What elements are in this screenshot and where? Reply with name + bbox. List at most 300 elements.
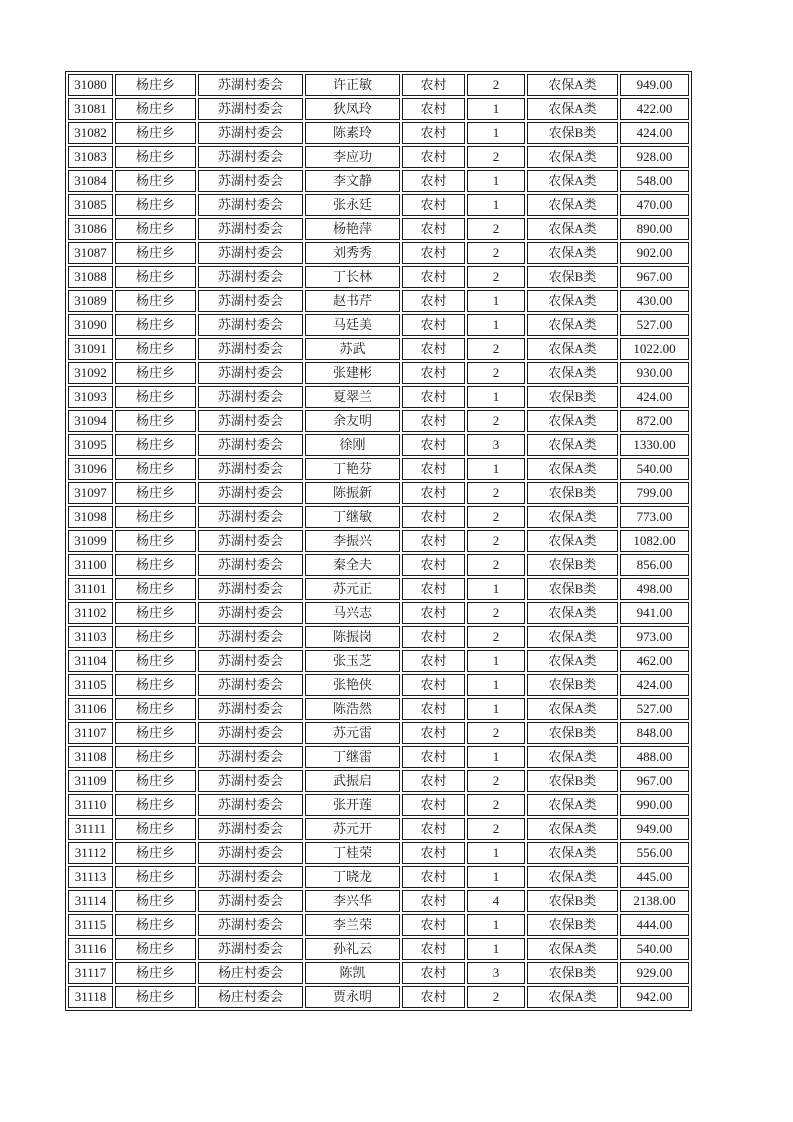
- cell-village: 苏湖村委会: [198, 626, 303, 648]
- cell-household-type: 农村: [402, 770, 465, 792]
- cell-household-type: 农村: [402, 698, 465, 720]
- cell-village: 苏湖村委会: [198, 314, 303, 336]
- cell-household-type: 农村: [402, 962, 465, 984]
- cell-household-type: 农村: [402, 338, 465, 360]
- cell-person-count: 2: [467, 770, 525, 792]
- cell-household-type: 农村: [402, 602, 465, 624]
- table-body: [68, 74, 689, 1008]
- table-row: [68, 554, 689, 576]
- cell-insurance-category: 农保A类: [527, 338, 618, 360]
- cell-insurance-category: 农保A类: [527, 842, 618, 864]
- cell-township: 杨庄乡: [115, 914, 196, 936]
- cell-person-count: 1: [467, 842, 525, 864]
- table-row: [68, 626, 689, 648]
- cell-amount: 527.00: [620, 314, 689, 336]
- cell-person-count: 1: [467, 746, 525, 768]
- cell-township: 杨庄乡: [115, 842, 196, 864]
- table-row: [68, 194, 689, 216]
- cell-household-type: 农村: [402, 506, 465, 528]
- cell-township: 杨庄乡: [115, 674, 196, 696]
- table-row: [68, 650, 689, 672]
- cell-amount: 424.00: [620, 386, 689, 408]
- cell-amount: 1082.00: [620, 530, 689, 552]
- cell-name: 赵书芹: [305, 290, 400, 312]
- cell-id: 31097: [68, 482, 113, 504]
- cell-person-count: 1: [467, 98, 525, 120]
- cell-amount: 422.00: [620, 98, 689, 120]
- cell-name: 苏元正: [305, 578, 400, 600]
- cell-insurance-category: 农保A类: [527, 602, 618, 624]
- cell-insurance-category: 农保B类: [527, 122, 618, 144]
- cell-person-count: 2: [467, 218, 525, 240]
- cell-id: 31102: [68, 602, 113, 624]
- cell-name: 孙礼云: [305, 938, 400, 960]
- cell-insurance-category: 农保B类: [527, 578, 618, 600]
- cell-id: 31100: [68, 554, 113, 576]
- cell-village: 苏湖村委会: [198, 794, 303, 816]
- cell-village: 苏湖村委会: [198, 530, 303, 552]
- cell-name: 陈凯: [305, 962, 400, 984]
- cell-insurance-category: 农保A类: [527, 362, 618, 384]
- cell-insurance-category: 农保A类: [527, 626, 618, 648]
- cell-person-count: 1: [467, 314, 525, 336]
- cell-name: 马兴志: [305, 602, 400, 624]
- cell-township: 杨庄乡: [115, 146, 196, 168]
- cell-village: 苏湖村委会: [198, 362, 303, 384]
- cell-amount: 990.00: [620, 794, 689, 816]
- cell-person-count: 2: [467, 338, 525, 360]
- cell-name: 李振兴: [305, 530, 400, 552]
- cell-village: 苏湖村委会: [198, 890, 303, 912]
- cell-person-count: 2: [467, 146, 525, 168]
- cell-amount: 929.00: [620, 962, 689, 984]
- cell-name: 武振启: [305, 770, 400, 792]
- cell-amount: 488.00: [620, 746, 689, 768]
- cell-insurance-category: 农保A类: [527, 290, 618, 312]
- cell-amount: 1330.00: [620, 434, 689, 456]
- cell-household-type: 农村: [402, 434, 465, 456]
- cell-amount: 928.00: [620, 146, 689, 168]
- cell-id: 31095: [68, 434, 113, 456]
- table-row: [68, 146, 689, 168]
- table-row: [68, 722, 689, 744]
- cell-village: 苏湖村委会: [198, 866, 303, 888]
- cell-household-type: 农村: [402, 794, 465, 816]
- cell-amount: 902.00: [620, 242, 689, 264]
- cell-id: 31117: [68, 962, 113, 984]
- cell-name: 徐刚: [305, 434, 400, 456]
- cell-id: 31111: [68, 818, 113, 840]
- cell-amount: 949.00: [620, 74, 689, 96]
- cell-household-type: 农村: [402, 650, 465, 672]
- table-row: [68, 530, 689, 552]
- cell-household-type: 农村: [402, 458, 465, 480]
- cell-village: 苏湖村委会: [198, 602, 303, 624]
- cell-name: 李应功: [305, 146, 400, 168]
- cell-person-count: 2: [467, 794, 525, 816]
- cell-amount: 527.00: [620, 698, 689, 720]
- cell-insurance-category: 农保A类: [527, 242, 618, 264]
- cell-person-count: 1: [467, 194, 525, 216]
- cell-township: 杨庄乡: [115, 746, 196, 768]
- cell-id: 31083: [68, 146, 113, 168]
- cell-township: 杨庄乡: [115, 74, 196, 96]
- cell-id: 31104: [68, 650, 113, 672]
- cell-name: 陈振岗: [305, 626, 400, 648]
- cell-name: 苏武: [305, 338, 400, 360]
- cell-village: 苏湖村委会: [198, 722, 303, 744]
- cell-township: 杨庄乡: [115, 386, 196, 408]
- cell-amount: 967.00: [620, 770, 689, 792]
- table-row: [68, 98, 689, 120]
- cell-id: 31099: [68, 530, 113, 552]
- cell-village: 苏湖村委会: [198, 458, 303, 480]
- cell-person-count: 4: [467, 890, 525, 912]
- cell-township: 杨庄乡: [115, 986, 196, 1008]
- payment-roster-table: [65, 71, 692, 1011]
- cell-township: 杨庄乡: [115, 434, 196, 456]
- cell-village: 杨庄村委会: [198, 962, 303, 984]
- table-row: [68, 362, 689, 384]
- cell-village: 苏湖村委会: [198, 74, 303, 96]
- cell-person-count: 2: [467, 986, 525, 1008]
- cell-name: 马廷美: [305, 314, 400, 336]
- cell-id: 31098: [68, 506, 113, 528]
- cell-id: 31082: [68, 122, 113, 144]
- cell-household-type: 农村: [402, 722, 465, 744]
- cell-township: 杨庄乡: [115, 482, 196, 504]
- cell-village: 苏湖村委会: [198, 938, 303, 960]
- cell-township: 杨庄乡: [115, 962, 196, 984]
- cell-household-type: 农村: [402, 290, 465, 312]
- cell-township: 杨庄乡: [115, 194, 196, 216]
- cell-township: 杨庄乡: [115, 626, 196, 648]
- cell-name: 陈浩然: [305, 698, 400, 720]
- table-row: [68, 842, 689, 864]
- table-row: [68, 458, 689, 480]
- cell-township: 杨庄乡: [115, 290, 196, 312]
- cell-township: 杨庄乡: [115, 362, 196, 384]
- cell-amount: 942.00: [620, 986, 689, 1008]
- table-row: [68, 986, 689, 1008]
- cell-township: 杨庄乡: [115, 650, 196, 672]
- table-row: [68, 674, 689, 696]
- cell-amount: 424.00: [620, 122, 689, 144]
- table-row: [68, 410, 689, 432]
- cell-person-count: 2: [467, 506, 525, 528]
- cell-amount: 773.00: [620, 506, 689, 528]
- cell-village: 苏湖村委会: [198, 290, 303, 312]
- cell-id: 31092: [68, 362, 113, 384]
- cell-household-type: 农村: [402, 986, 465, 1008]
- cell-insurance-category: 农保B类: [527, 482, 618, 504]
- cell-household-type: 农村: [402, 554, 465, 576]
- cell-amount: 556.00: [620, 842, 689, 864]
- cell-village: 苏湖村委会: [198, 746, 303, 768]
- cell-amount: 548.00: [620, 170, 689, 192]
- cell-insurance-category: 农保A类: [527, 698, 618, 720]
- cell-name: 李文静: [305, 170, 400, 192]
- cell-id: 31080: [68, 74, 113, 96]
- cell-id: 31091: [68, 338, 113, 360]
- table-row: [68, 74, 689, 96]
- cell-insurance-category: 农保B类: [527, 554, 618, 576]
- table-row: [68, 914, 689, 936]
- cell-person-count: 3: [467, 434, 525, 456]
- cell-amount: 424.00: [620, 674, 689, 696]
- cell-village: 杨庄村委会: [198, 986, 303, 1008]
- cell-insurance-category: 农保A类: [527, 866, 618, 888]
- cell-id: 31107: [68, 722, 113, 744]
- cell-insurance-category: 农保B类: [527, 770, 618, 792]
- table-row: [68, 938, 689, 960]
- cell-insurance-category: 农保A类: [527, 458, 618, 480]
- cell-household-type: 农村: [402, 194, 465, 216]
- cell-person-count: 3: [467, 962, 525, 984]
- cell-village: 苏湖村委会: [198, 146, 303, 168]
- cell-name: 李兴华: [305, 890, 400, 912]
- cell-village: 苏湖村委会: [198, 122, 303, 144]
- cell-household-type: 农村: [402, 890, 465, 912]
- cell-household-type: 农村: [402, 578, 465, 600]
- cell-township: 杨庄乡: [115, 866, 196, 888]
- cell-id: 31085: [68, 194, 113, 216]
- cell-township: 杨庄乡: [115, 506, 196, 528]
- cell-id: 31101: [68, 578, 113, 600]
- cell-insurance-category: 农保A类: [527, 194, 618, 216]
- cell-person-count: 1: [467, 938, 525, 960]
- cell-household-type: 农村: [402, 218, 465, 240]
- cell-id: 31109: [68, 770, 113, 792]
- cell-name: 杨艳萍: [305, 218, 400, 240]
- cell-village: 苏湖村委会: [198, 770, 303, 792]
- cell-amount: 941.00: [620, 602, 689, 624]
- table-row: [68, 866, 689, 888]
- cell-insurance-category: 农保A类: [527, 506, 618, 528]
- cell-id: 31084: [68, 170, 113, 192]
- cell-household-type: 农村: [402, 410, 465, 432]
- cell-household-type: 农村: [402, 914, 465, 936]
- cell-person-count: 2: [467, 74, 525, 96]
- cell-village: 苏湖村委会: [198, 578, 303, 600]
- cell-village: 苏湖村委会: [198, 170, 303, 192]
- cell-township: 杨庄乡: [115, 770, 196, 792]
- cell-insurance-category: 农保A类: [527, 746, 618, 768]
- cell-township: 杨庄乡: [115, 266, 196, 288]
- cell-id: 31086: [68, 218, 113, 240]
- cell-amount: 2138.00: [620, 890, 689, 912]
- cell-village: 苏湖村委会: [198, 914, 303, 936]
- cell-id: 31081: [68, 98, 113, 120]
- cell-amount: 930.00: [620, 362, 689, 384]
- cell-id: 31087: [68, 242, 113, 264]
- cell-household-type: 农村: [402, 938, 465, 960]
- cell-name: 夏翠兰: [305, 386, 400, 408]
- cell-person-count: 1: [467, 170, 525, 192]
- cell-person-count: 1: [467, 674, 525, 696]
- cell-insurance-category: 农保B类: [527, 386, 618, 408]
- cell-id: 31118: [68, 986, 113, 1008]
- cell-village: 苏湖村委会: [198, 98, 303, 120]
- cell-id: 31094: [68, 410, 113, 432]
- cell-township: 杨庄乡: [115, 722, 196, 744]
- cell-township: 杨庄乡: [115, 890, 196, 912]
- cell-id: 31106: [68, 698, 113, 720]
- cell-amount: 540.00: [620, 458, 689, 480]
- cell-household-type: 农村: [402, 482, 465, 504]
- cell-household-type: 农村: [402, 98, 465, 120]
- cell-insurance-category: 农保A类: [527, 218, 618, 240]
- cell-insurance-category: 农保B类: [527, 890, 618, 912]
- cell-id: 31112: [68, 842, 113, 864]
- cell-name: 贾永明: [305, 986, 400, 1008]
- table-row: [68, 794, 689, 816]
- cell-village: 苏湖村委会: [198, 698, 303, 720]
- cell-id: 31113: [68, 866, 113, 888]
- cell-person-count: 1: [467, 578, 525, 600]
- cell-name: 丁继敏: [305, 506, 400, 528]
- cell-name: 张永廷: [305, 194, 400, 216]
- cell-name: 李兰荣: [305, 914, 400, 936]
- table-row: [68, 962, 689, 984]
- cell-name: 余友明: [305, 410, 400, 432]
- cell-id: 31089: [68, 290, 113, 312]
- cell-village: 苏湖村委会: [198, 818, 303, 840]
- cell-person-count: 2: [467, 554, 525, 576]
- cell-name: 张开莲: [305, 794, 400, 816]
- cell-name: 丁桂荣: [305, 842, 400, 864]
- table-row: [68, 122, 689, 144]
- cell-amount: 445.00: [620, 866, 689, 888]
- cell-id: 31108: [68, 746, 113, 768]
- cell-village: 苏湖村委会: [198, 554, 303, 576]
- cell-household-type: 农村: [402, 866, 465, 888]
- cell-amount: 498.00: [620, 578, 689, 600]
- cell-name: 秦全夫: [305, 554, 400, 576]
- cell-insurance-category: 农保B类: [527, 914, 618, 936]
- cell-household-type: 农村: [402, 842, 465, 864]
- cell-person-count: 2: [467, 818, 525, 840]
- cell-name: 张玉芝: [305, 650, 400, 672]
- cell-household-type: 农村: [402, 74, 465, 96]
- cell-amount: 967.00: [620, 266, 689, 288]
- cell-name: 狄凤玲: [305, 98, 400, 120]
- cell-person-count: 2: [467, 602, 525, 624]
- cell-id: 31114: [68, 890, 113, 912]
- cell-household-type: 农村: [402, 746, 465, 768]
- table-row: [68, 746, 689, 768]
- cell-household-type: 农村: [402, 146, 465, 168]
- cell-village: 苏湖村委会: [198, 650, 303, 672]
- cell-household-type: 农村: [402, 242, 465, 264]
- cell-id: 31096: [68, 458, 113, 480]
- cell-household-type: 农村: [402, 314, 465, 336]
- cell-name: 张建彬: [305, 362, 400, 384]
- table-row: [68, 770, 689, 792]
- cell-id: 31090: [68, 314, 113, 336]
- cell-name: 丁晓龙: [305, 866, 400, 888]
- cell-township: 杨庄乡: [115, 458, 196, 480]
- cell-village: 苏湖村委会: [198, 482, 303, 504]
- cell-household-type: 农村: [402, 674, 465, 696]
- cell-amount: 1022.00: [620, 338, 689, 360]
- cell-insurance-category: 农保A类: [527, 794, 618, 816]
- table-row: [68, 698, 689, 720]
- cell-township: 杨庄乡: [115, 170, 196, 192]
- cell-amount: 890.00: [620, 218, 689, 240]
- table-row: [68, 602, 689, 624]
- cell-household-type: 农村: [402, 386, 465, 408]
- cell-township: 杨庄乡: [115, 338, 196, 360]
- cell-township: 杨庄乡: [115, 818, 196, 840]
- cell-village: 苏湖村委会: [198, 410, 303, 432]
- cell-id: 31110: [68, 794, 113, 816]
- cell-township: 杨庄乡: [115, 98, 196, 120]
- cell-village: 苏湖村委会: [198, 506, 303, 528]
- cell-id: 31093: [68, 386, 113, 408]
- cell-name: 丁继雷: [305, 746, 400, 768]
- table-row: [68, 482, 689, 504]
- cell-township: 杨庄乡: [115, 554, 196, 576]
- cell-amount: 470.00: [620, 194, 689, 216]
- cell-person-count: 2: [467, 410, 525, 432]
- cell-amount: 949.00: [620, 818, 689, 840]
- cell-id: 31115: [68, 914, 113, 936]
- cell-person-count: 1: [467, 290, 525, 312]
- cell-person-count: 1: [467, 866, 525, 888]
- cell-village: 苏湖村委会: [198, 842, 303, 864]
- cell-household-type: 农村: [402, 530, 465, 552]
- cell-amount: 799.00: [620, 482, 689, 504]
- cell-household-type: 农村: [402, 266, 465, 288]
- cell-person-count: 1: [467, 458, 525, 480]
- cell-township: 杨庄乡: [115, 530, 196, 552]
- cell-person-count: 2: [467, 242, 525, 264]
- cell-township: 杨庄乡: [115, 218, 196, 240]
- table-row: [68, 170, 689, 192]
- table-row: [68, 266, 689, 288]
- cell-insurance-category: 农保A类: [527, 170, 618, 192]
- cell-insurance-category: 农保A类: [527, 410, 618, 432]
- cell-id: 31088: [68, 266, 113, 288]
- cell-name: 丁长林: [305, 266, 400, 288]
- cell-person-count: 1: [467, 914, 525, 936]
- table-row: [68, 338, 689, 360]
- cell-person-count: 2: [467, 266, 525, 288]
- cell-insurance-category: 农保A类: [527, 650, 618, 672]
- table-row: [68, 290, 689, 312]
- cell-insurance-category: 农保A类: [527, 938, 618, 960]
- table-row: [68, 314, 689, 336]
- cell-id: 31103: [68, 626, 113, 648]
- cell-name: 许正敏: [305, 74, 400, 96]
- cell-insurance-category: 农保A类: [527, 98, 618, 120]
- table-row: [68, 242, 689, 264]
- cell-village: 苏湖村委会: [198, 242, 303, 264]
- cell-insurance-category: 农保A类: [527, 986, 618, 1008]
- cell-amount: 872.00: [620, 410, 689, 432]
- cell-insurance-category: 农保A类: [527, 314, 618, 336]
- table-row: [68, 434, 689, 456]
- cell-village: 苏湖村委会: [198, 218, 303, 240]
- cell-amount: 848.00: [620, 722, 689, 744]
- cell-name: 苏元雷: [305, 722, 400, 744]
- cell-household-type: 农村: [402, 626, 465, 648]
- cell-village: 苏湖村委会: [198, 674, 303, 696]
- cell-person-count: 2: [467, 626, 525, 648]
- cell-insurance-category: 农保B类: [527, 722, 618, 744]
- cell-village: 苏湖村委会: [198, 386, 303, 408]
